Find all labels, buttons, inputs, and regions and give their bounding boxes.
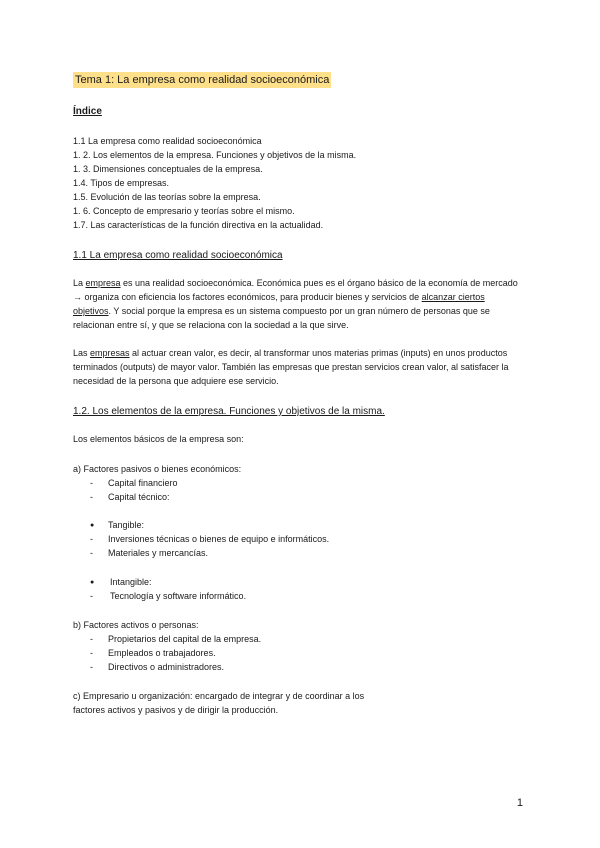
list-item: Empleados o trabajadores. — [108, 648, 216, 658]
text: Las — [73, 348, 91, 358]
list-heading: a) Factores pasivos o bienes económicos: — [73, 464, 242, 474]
section-2-heading: 1.2. Los elementos de la empresa. Funciones y objetivos de la misma. — [73, 406, 385, 417]
dot-bullet: ● — [90, 579, 95, 586]
index-item: 1. 2. Los elementos de la empresa. Funciones y objetivos de la misma. — [73, 150, 357, 160]
list-item: Intangible: — [110, 577, 152, 587]
paragraph-line — [73, 306, 490, 317]
link-empresa[interactable]: empresa — [85, 278, 121, 288]
dash-bullet: - — [90, 548, 93, 558]
list-item: Materiales y mercancías. — [108, 548, 209, 558]
index-heading: Índice — [73, 106, 102, 117]
paragraph-line: relacionan entre sí, y que se relaciona con la sociedad a la que sirve. — [73, 320, 349, 330]
document-title: Tema 1: La empresa como realidad socioeconómica — [75, 74, 330, 86]
paragraph-line — [73, 348, 507, 359]
dash-bullet: - — [90, 478, 93, 488]
index-item: 1.1 La empresa como realidad socioeconómica — [73, 136, 262, 146]
paragraph-line: Los elementos básicos de la empresa son: — [73, 434, 244, 444]
text: . Y social porque la empresa es un sistema compuesto por un gran número de personas que se — [108, 306, 490, 316]
list-item: Tecnología y software informático. — [110, 591, 247, 601]
list-item: Directivos o administradores. — [108, 662, 225, 672]
dot-bullet: ● — [90, 522, 95, 529]
index-item: 1.5. Evolución de las teorías sobre la empresa. — [73, 192, 261, 202]
list-heading: b) Factores activos o personas: — [73, 620, 199, 630]
dash-bullet: - — [90, 662, 93, 672]
link-empresas[interactable]: empresas — [90, 348, 130, 358]
dash-bullet: - — [90, 648, 93, 658]
dash-bullet: - — [90, 591, 93, 601]
index-item: 1. 3. Dimensiones conceptuales de la empresa. — [73, 164, 263, 174]
paragraph-line: terminados (outputs) de mayor valor. También las empresas que prestan servicios crean valor, al satisfacer la — [73, 362, 509, 372]
link-alcanzar[interactable]: alcanzar ciertos — [421, 292, 485, 302]
dash-bullet: - — [90, 492, 93, 502]
list-item: Tangible: — [108, 520, 145, 530]
text: es una realidad socioeconómica. Económica pues es el órgano básico de la economía de mercado — [120, 278, 518, 288]
section-1-heading: 1.1 La empresa como realidad socioeconómica — [73, 250, 283, 261]
paragraph-line — [73, 292, 485, 303]
paragraph-line: c) Empresario u organización: encargado de integrar y de coordinar a los — [73, 691, 365, 701]
paragraph-line: factores activos y pasivos y de dirigir la producción. — [73, 705, 279, 715]
dash-bullet: - — [90, 534, 93, 544]
paragraph-line — [73, 278, 518, 289]
list-item: Propietarios del capital de la empresa. — [108, 634, 262, 644]
text: → organiza con eficiencia los factores económicos, para producir bienes y servicios de — [73, 292, 422, 302]
index-item: 1.7. Las características de la función directiva en la actualidad. — [73, 220, 324, 230]
link-objetivos[interactable]: objetivos — [73, 306, 109, 316]
dash-bullet: - — [90, 634, 93, 644]
paragraph-line: necesidad de la persona que adquiere ese servicio. — [73, 376, 279, 386]
list-item: Capital financiero — [108, 478, 178, 488]
text: al actuar crean valor, es decir, al transformar unos materias primas (inputs) en unos productos — [129, 348, 508, 358]
page-number: 1 — [516, 797, 523, 809]
list-item: Inversiones técnicas o bienes de equipo e informáticos. — [108, 534, 330, 544]
index-item: 1. 6. Concepto de empresario y teorías sobre el mismo. — [73, 206, 295, 216]
list-item: Capital técnico: — [108, 492, 170, 502]
text: La — [73, 278, 86, 288]
index-item: 1.4. Tipos de empresas. — [73, 178, 170, 188]
